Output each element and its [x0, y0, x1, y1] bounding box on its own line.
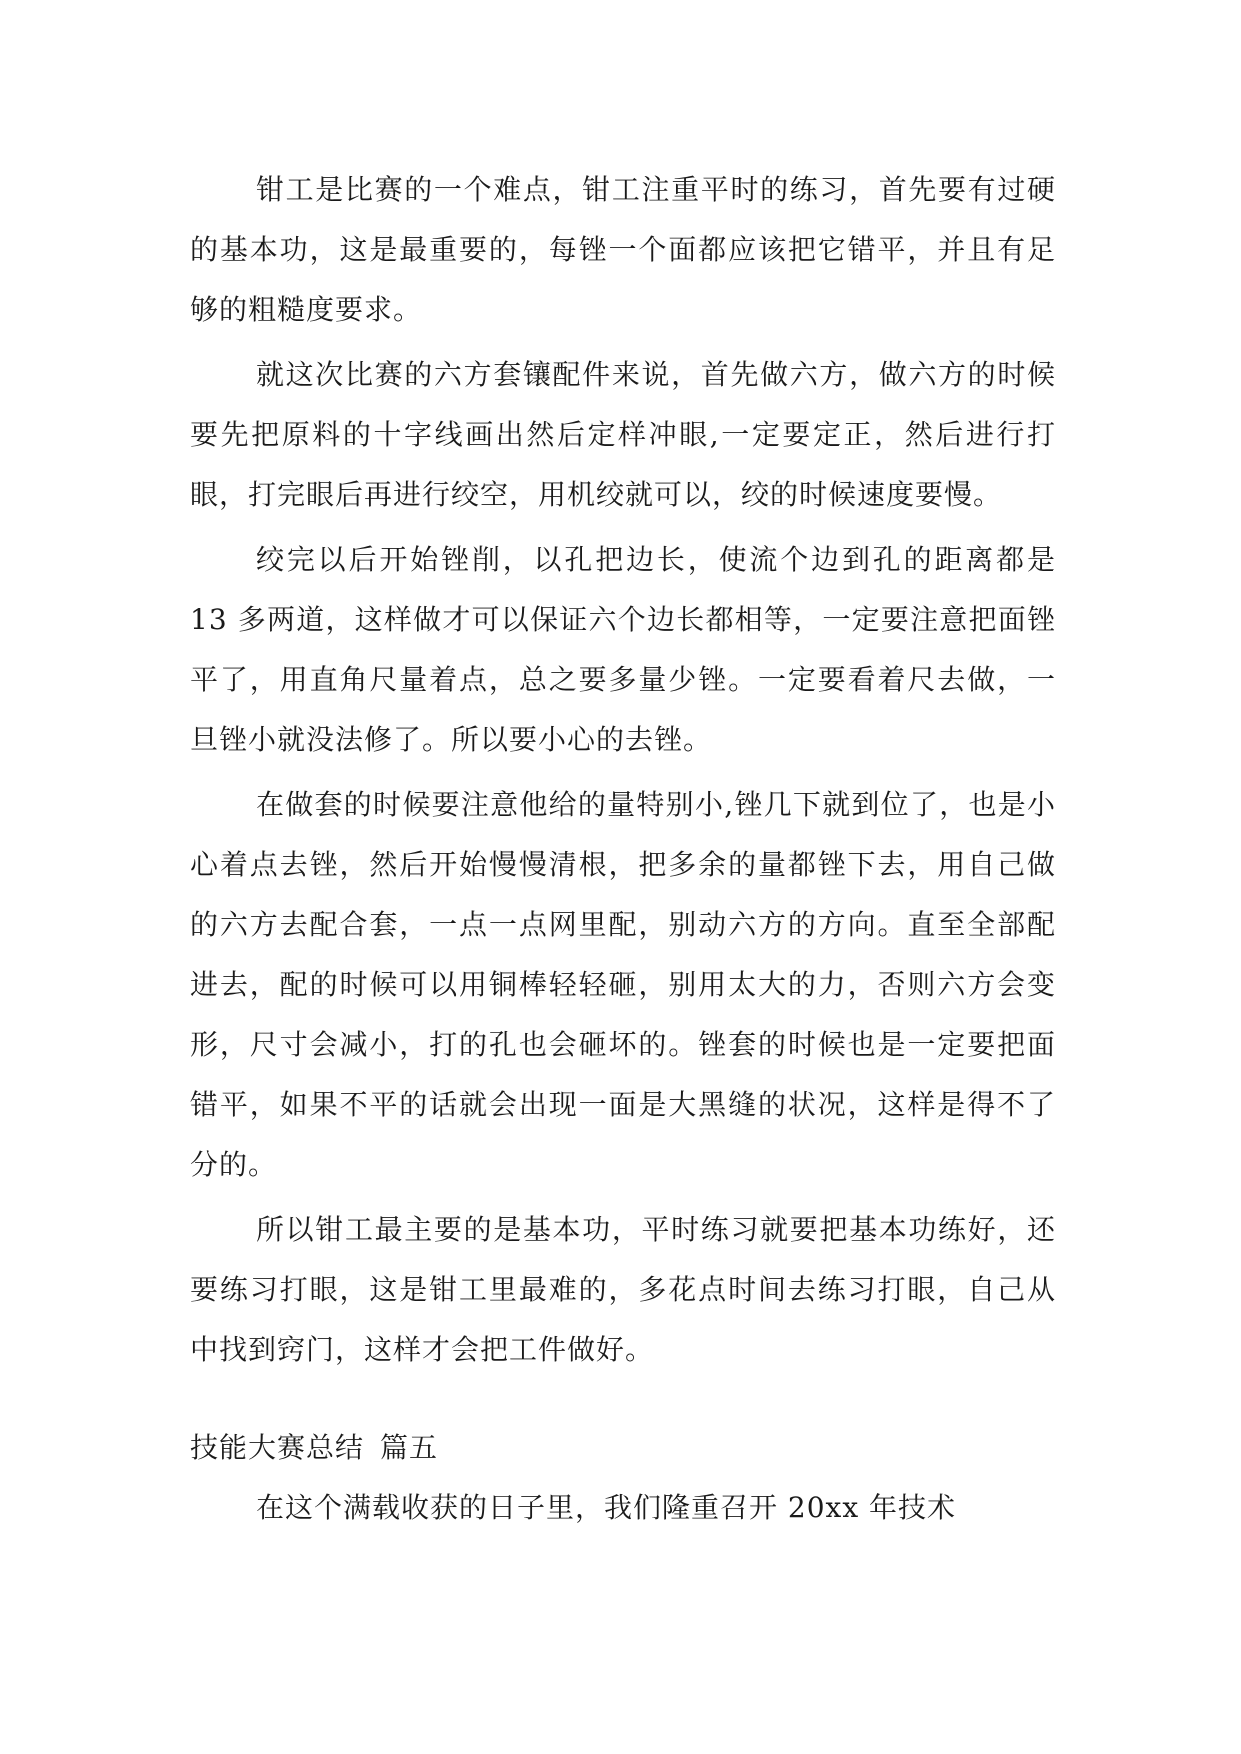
paragraph-6: 在这个满载收获的日子里，我们隆重召开 20xx 年技术 [256, 1491, 957, 1524]
section-subtitle: 篇五 [380, 1431, 439, 1464]
document-page [190, 160, 1056, 1543]
paragraph-1: 钳工是比赛的一个难点，钳工注重平时的练习，首先要有过硬的基本功，这是最重要的，每锉一个面都应该把它错平，并且有足够的粗糙度要求。 [190, 173, 1056, 326]
paragraph-3: 绞完以后开始锉削，以孔把边长，使流个边到孔的距离都是 13 多两道，这样做才可以保证六个边长都相等，一定要注意把面锉平了，用直角尺量着点，总之要多量少锉。一定要看着尺去做，一旦锉小就没法修了。所以要小心的去锉。 [190, 543, 1056, 756]
section-heading [190, 1418, 1056, 1478]
paragraph-4: 在做套的时候要注意他给的量特别小,锉几下就到位了，也是小心着点去锉，然后开始慢慢清根，把多余的量都锉下去，用自己做的六方去配合套，一点一点网里配，别动六方的方向。直至全部配进去，配的时候可以用铜棒轻轻砸，别用太大的力，否则六方会变形，尺寸会减小，打的孔也会砸坏的。锉套的时候也是一定要把面错平，如果不平的话就会出现一面是大黑缝的状况，这样是得不了分的。 [190, 788, 1056, 1181]
section-title: 技能大赛总结 [190, 1431, 365, 1464]
paragraph-2: 就这次比赛的六方套镶配件来说，首先做六方，做六方的时候要先把原料的十字线画出然后定样冲眼,一定要定正，然后进行打眼，打完眼后再进行绞空，用机绞就可以，绞的时候速度要慢。 [190, 358, 1056, 511]
paragraph-5: 所以钳工最主要的是基本功，平时练习就要把基本功练好，还要练习打眼，这是钳工里最难的，多花点时间去练习打眼，自己从中找到窍门，这样才会把工件做好。 [190, 1213, 1056, 1366]
